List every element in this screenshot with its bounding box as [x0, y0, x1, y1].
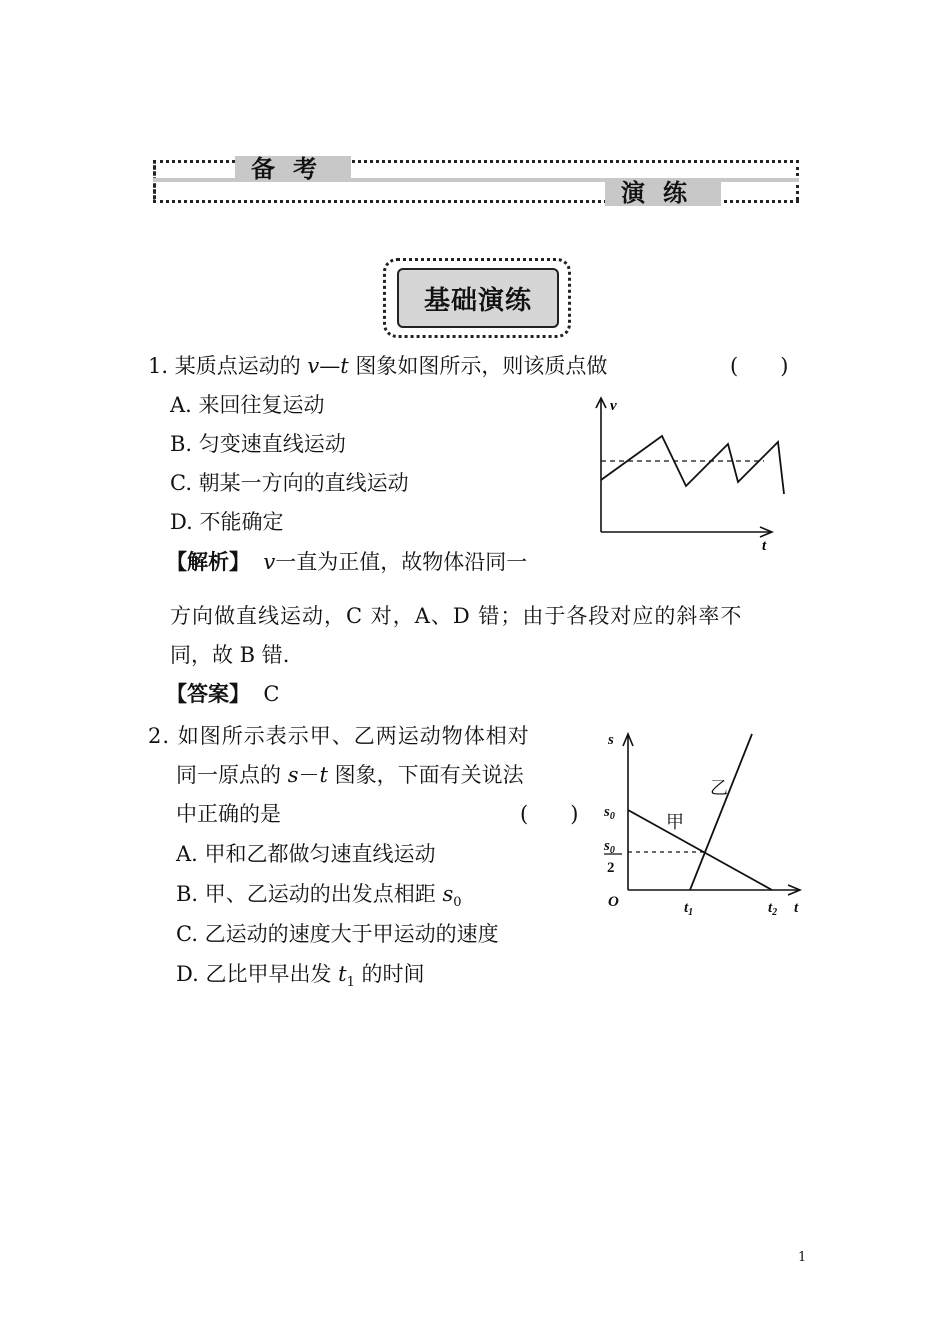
q2-stem-var2: t: [319, 763, 328, 787]
q1-option-d: D. 不能确定: [170, 510, 284, 534]
q1-analysis-var: v: [263, 550, 276, 574]
q2-stem-line1: 2. 如图所示表示甲、乙两运动物体相对: [148, 724, 530, 748]
q2-option-b-var: s: [442, 882, 454, 906]
q1-stem-text2: 图象如图所示，则该质点做: [348, 354, 608, 378]
q2-option-d-sub: 1: [346, 975, 355, 991]
q2-half-numerator: $s_0$: [604, 838, 615, 856]
q1-answer-value: C: [263, 682, 280, 706]
q2-option-b-text: B. 甲、乙运动的出发点相距: [176, 882, 443, 906]
q1-stem-var: v: [307, 354, 320, 378]
q2-stem-var: s: [287, 763, 299, 787]
q2-option-b-sub: 0: [453, 895, 462, 911]
q2-stem-line2-text2: 图象，下面有关说法: [327, 763, 524, 787]
q1-velocity-curve: [601, 436, 784, 494]
q2-t2-label: $t_2$: [768, 900, 778, 918]
q2-x-label: t: [794, 900, 799, 916]
q2-stem-line3: 中正确的是: [176, 802, 281, 826]
q1-answer-label: 【答案】: [166, 682, 250, 706]
section-banner: [153, 156, 799, 206]
q1-answer-paren: ( ): [730, 354, 789, 378]
q2-st-graph: [598, 722, 810, 922]
q2-line-jia: [628, 810, 772, 890]
q2-option-d-var: t: [338, 962, 347, 986]
banner-right-tab: 演练: [605, 180, 721, 206]
section-title: 基础演练: [397, 268, 559, 328]
q2-t1-label: $t_1$: [684, 900, 694, 918]
q1-x-label: t: [762, 538, 767, 554]
q2-stem-dash: －: [298, 763, 320, 787]
q1-answer-line: [166, 680, 279, 708]
q2-option-d-text2: 的时间: [354, 962, 425, 986]
q2-option-d-text: D. 乙比甲早出发: [176, 962, 339, 986]
q1-analysis-text1: 一直为正值，故物体沿同一: [275, 550, 528, 574]
q1-option-b: B. 匀变速直线运动: [170, 432, 346, 456]
q1-stem-dash: —: [319, 354, 341, 378]
q2-line-yi: [690, 734, 752, 890]
banner-left-tab: 备考: [235, 156, 351, 182]
q2-jia-label: 甲: [666, 812, 684, 833]
q1-stem-text: 1. 某质点运动的: [148, 354, 308, 378]
q2-option-a: A. 甲和乙都做匀速直线运动: [176, 842, 436, 866]
q1-option-a: A. 来回往复运动: [170, 393, 325, 417]
q2-s0-label: $s_0$: [604, 804, 615, 822]
q2-y-label: s: [608, 732, 614, 748]
q2-stem-line2: [176, 761, 524, 789]
section-badge: [383, 258, 569, 336]
q1-vt-graph: [588, 392, 788, 557]
q1-stem-var2: t: [340, 354, 349, 378]
q1-y-label: v: [610, 398, 617, 414]
q1-stem: [148, 352, 607, 380]
q1-analysis-line3: 同，故 B 错.: [170, 643, 290, 667]
q1-analysis-label: 【解析】: [166, 550, 250, 574]
q1-option-c: C. 朝某一方向的直线运动: [170, 471, 409, 495]
q2-answer-paren: ( ): [520, 802, 579, 826]
q2-option-c: C. 乙运动的速度大于甲运动的速度: [176, 922, 499, 946]
q2-stem-line2-text: 同一原点的: [176, 763, 288, 787]
q2-origin-label: O: [608, 894, 619, 910]
page-number: 1: [798, 1250, 807, 1265]
q2-option-d: [176, 960, 425, 997]
q2-half-denominator: 2: [607, 860, 615, 876]
q2-yi-label: 乙: [710, 778, 728, 799]
q1-analysis-line2: 方向做直线运动，C 对，A、D 错；由于各段对应的斜率不: [170, 604, 743, 628]
q1-analysis-line1: [166, 548, 527, 576]
q2-option-b: [176, 880, 462, 917]
